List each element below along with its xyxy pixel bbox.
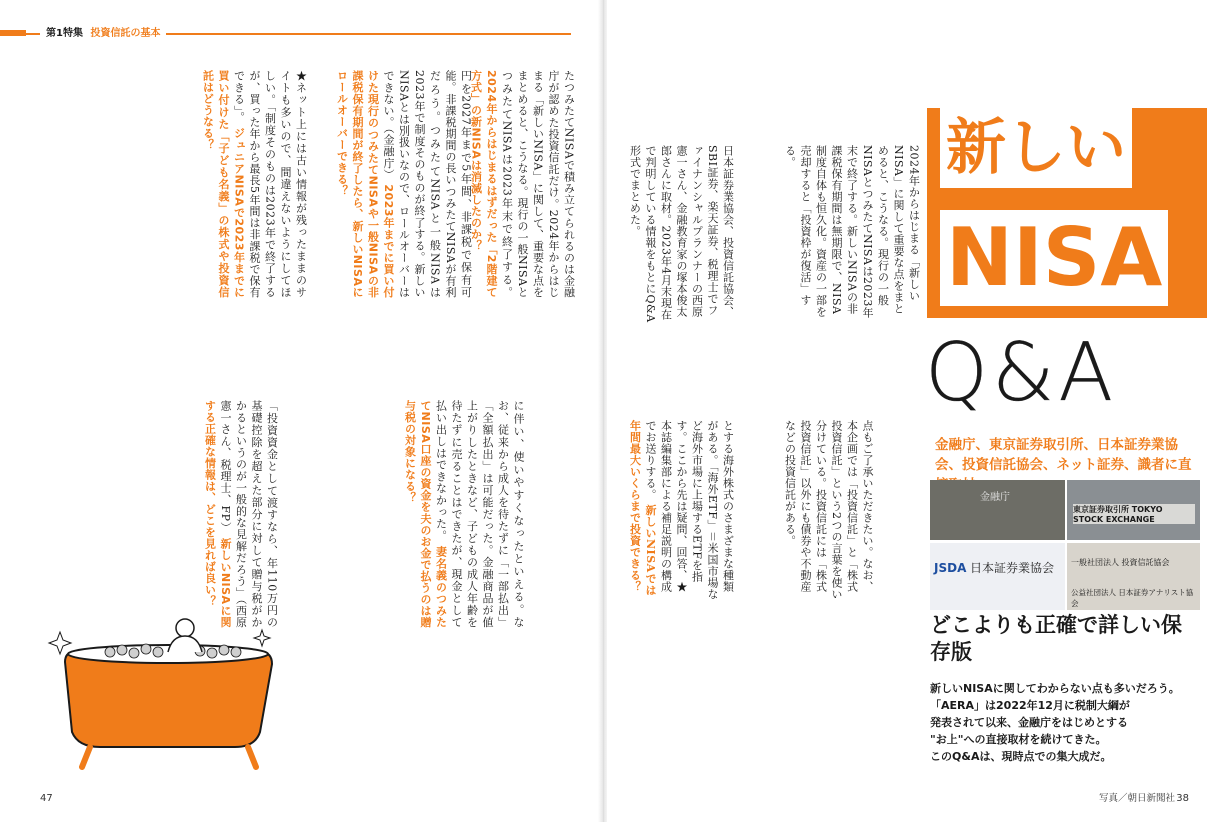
column-text: たつみたてNISAで積み立てられるのは金融庁が認めた投資信託だけ。2024年からはじまる「新しいNISA」に関して、重要な点をまとめると、こうなる。現行の一般NISAとつみたてNISAは2023年末で終了する。 2024年からはじまるはずだった「2階建て方式」の新NISAは消滅したのか？ — [469, 70, 576, 298]
right-column-3 — [782, 420, 927, 600]
left-column-3 — [200, 70, 324, 298]
intro-text: 新しいNISAに関してわからない点も多いだろう。 「AERA」は2022年12月に税制大綱が 発表されて以来、金融庁をはじめとする "お上"への直接取材を続けてきた。 このQ&Aは、現時点での集大成だ。 — [930, 682, 1180, 763]
photo-collage — [930, 480, 1200, 610]
photo-associations: 一般社団法人 投資信託協会 公益社団法人 日本証券アナリスト協会 — [1067, 543, 1200, 610]
photo-jsda: JSDA 日本証券業協会 — [930, 543, 1065, 610]
section-header — [40, 24, 166, 39]
column-text: に伴い、使いやすくなったといえる。なお、従来から成人を待たずに「一部払出」「全額払出」は可能だった。金融商品が値上がりしたときなど、子どもの成人年齢を待たずに売ることはできたが、現金として払い出しはできなかった。 妻名義のつみたてNISA口座の資金を夫のお金で払うのは贈与税の対象になる？ — [403, 400, 525, 629]
title-line-1: 新しい — [940, 108, 1132, 188]
question-heading: 妻名義のつみたてNISA口座の資金を夫のお金で払うのは贈与税の対象になる？ — [403, 400, 448, 629]
column-text: 2024年からはじまる「新しいNISA」に関して重要な点をまとめると、こうなる。現行の一般NISAとつみたてNISAは2023年末で終了する。新しいNISAの非課税保有期間は無期限で、NISA制度自体も恒久化。資産の一部を売却すると「投資枠が復活」する。 — [783, 145, 921, 319]
title-line-2: NISA — [940, 210, 1168, 306]
photo-credit: 写真／朝日新聞社 — [1098, 793, 1175, 804]
feature-label: 第1特集 — [46, 28, 83, 39]
column-text: 「投資資金として渡すなら、年110万円の基礎控除を超えた部分に対して贈与税がかかるというのが一般的な見解だろう」（西原憲一さん、税理士、FP） 新しいNISAに関する正確な情報は、どこを見れば良い？ — [203, 400, 279, 628]
bathtub-illustration-icon — [50, 622, 280, 772]
subheadline: どこよりも正確で詳しい保存版 — [930, 613, 1182, 664]
column-text: 日本証券業協会、投資信託協会、SBI証券、楽天証券、税理士でファイナンシャルプランナーの西原憲一さん、金融教育家の塚本俊太郎さんに取材。2023年4月末現在で判明している情報をもとにQ&A形式でまとめた。 — [628, 145, 735, 323]
header-accent — [0, 30, 26, 36]
left-page — [0, 0, 600, 822]
column-text: ★ネット上には古い情報が残ったままのサイトも多いので、間違えないようにしてほしい。「制度そのものは2023年で終了するが、買った年から最長5年間は非課税で保有できる」。 ジュニアNISAで2023年までに買い付けた「子ども名義」の株式や投資信託はどうなる？ — [201, 70, 308, 298]
left-column-2 — [334, 70, 473, 298]
right-column-2 — [627, 145, 772, 325]
question-heading: 2024年からはじまるはずだった「2階建て方式」の新NISAは消滅したのか？ — [469, 70, 498, 298]
section-label: 投資信託の基本 — [90, 28, 161, 39]
column-text: 点もご了承いただきたい。なお、本企画では「投資信託」と「株式投資信託」という2つの言葉を使い分けている。投資信託には「株式投資信託」以外にも債券や不動産などの投資信託がある。 — [783, 420, 874, 600]
left-column-1 — [468, 70, 592, 298]
photo-tse: 東京証券取引所 TOKYO STOCK EXCHANGE — [1067, 480, 1200, 540]
right-column-1 — [782, 145, 927, 325]
page-number-left: 47 — [40, 793, 53, 804]
left-column-5 — [202, 400, 392, 628]
left-columns-lower — [12, 400, 592, 628]
question-heading: ジュニアNISAで2023年までに買い付けた「子ども名義」の株式や投資信託はどうなる？ — [201, 70, 246, 298]
page-number-right: 38 — [1176, 793, 1189, 804]
left-columns — [12, 70, 592, 298]
question-heading: 新しいNISAでは年間最大いくらまで投資できる？ — [628, 420, 657, 596]
right-column-4 — [627, 420, 772, 600]
column-text: 円を2027年まで5年間、非課税で保有可能。非課税期間の長いつみたてNISAが有利だろう。つみたてNISAと一般NISAは2023年で制度そのものが終了する。新しいNISAとは別扱いなので、ロールオーバーはできない。（金融庁） 2023年までに買い付けた現行のつみたてNISAや一般NISAの非課税保有期間が終了したら、新しいNISAにロールオーバーできる？ — [335, 70, 473, 298]
column-text: とする海外株式のさまざまな種類がある。「海外ETF」＝米国市場など海外市場に上場するETFを指す。ここから先は疑問、回答、★本誌編集部による補足説明の構成でお送りする。 新しいNISAでは年間最大いくらまで投資できる？ — [628, 420, 735, 600]
right-columns-upper — [627, 145, 927, 325]
qa-heading: Q&A — [925, 326, 1118, 419]
photo-fsa: 金融庁 — [930, 480, 1065, 540]
question-heading: 2023年までに買い付けた現行のつみたてNISAや一般NISAの非課税保有期間が終了したら、新しいNISAにロールオーバーできる？ — [335, 70, 395, 298]
right-columns-lower — [627, 420, 927, 600]
question-heading: 新しいNISAに関する正確な情報は、どこを見れば良い？ — [203, 400, 232, 628]
left-column-4 — [402, 400, 592, 628]
sources-line: 金融庁、東京証券取引所、日本証券業協会、投資信託協会、ネット証券、識者に直 — [935, 437, 1192, 473]
